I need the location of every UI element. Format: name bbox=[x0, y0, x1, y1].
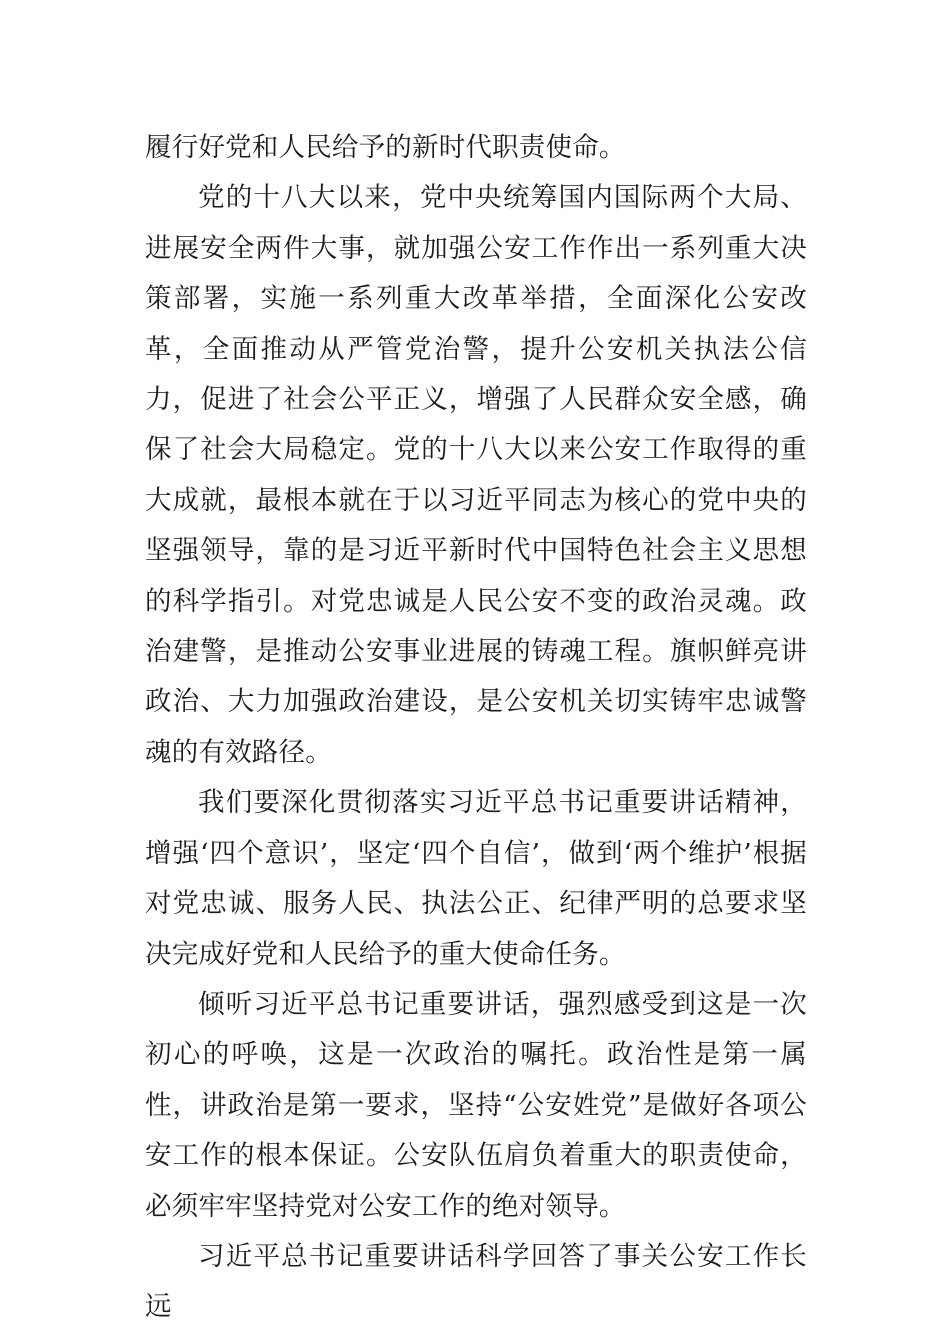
paragraph: 倾听习近平总书记重要讲话，强烈感受到这是一次初心的呼唤，这是一次政治的嘱托。政治性是第一属性，讲政治是第一要求，坚持“公安姓党”是做好各项公安工作的根本保证。公安队伍肩负着重大的职责使命，必须牢牢坚持党对公安工作的绝对领导。 bbox=[145, 988, 807, 1222]
paragraph-continued: 履行好党和人民给予的新时代职责使命。 bbox=[145, 132, 626, 163]
paragraph: 党的十八大以来，党中央统筹国内国际两个大局、进展安全两件大事，就加强公安工作作出一系列重大决策部署，实施一系列重大改革举措，全面深化公安改革，全面推动从严管党治警，提升公安机关执法公信力，促进了社会公平正义，增强了人民群众安全感，确保了社会大局稳定。党的十八大以来公安工作取得的重大成就，最根本就在于以习近平同志为核心的党中央的坚强领导，靠的是习近平新时代中国特色社会主义思想的科学指引。对党忠诚是人民公安不变的政治灵魂。政治建警，是推动公安事业进展的铸魂工程。旗帜鲜亮讲政治、大力加强政治建设，是公安机关切实铸牢忠诚警魂的有效路径。 bbox=[145, 182, 807, 768]
paragraph: 我们要深化贯彻落实习近平总书记重要讲话精神，增强‘四个意识’，坚定‘四个自信’，做到‘两个维护’根据对党忠诚、服务人民、执法公正、纪律严明的总要求坚决完成好党和人民给予的重大使命任务。 bbox=[145, 787, 807, 970]
body-text bbox=[145, 123, 807, 1333]
paragraph: 习近平总书记重要讲话科学回答了事关公安工作长远 bbox=[145, 1240, 807, 1323]
